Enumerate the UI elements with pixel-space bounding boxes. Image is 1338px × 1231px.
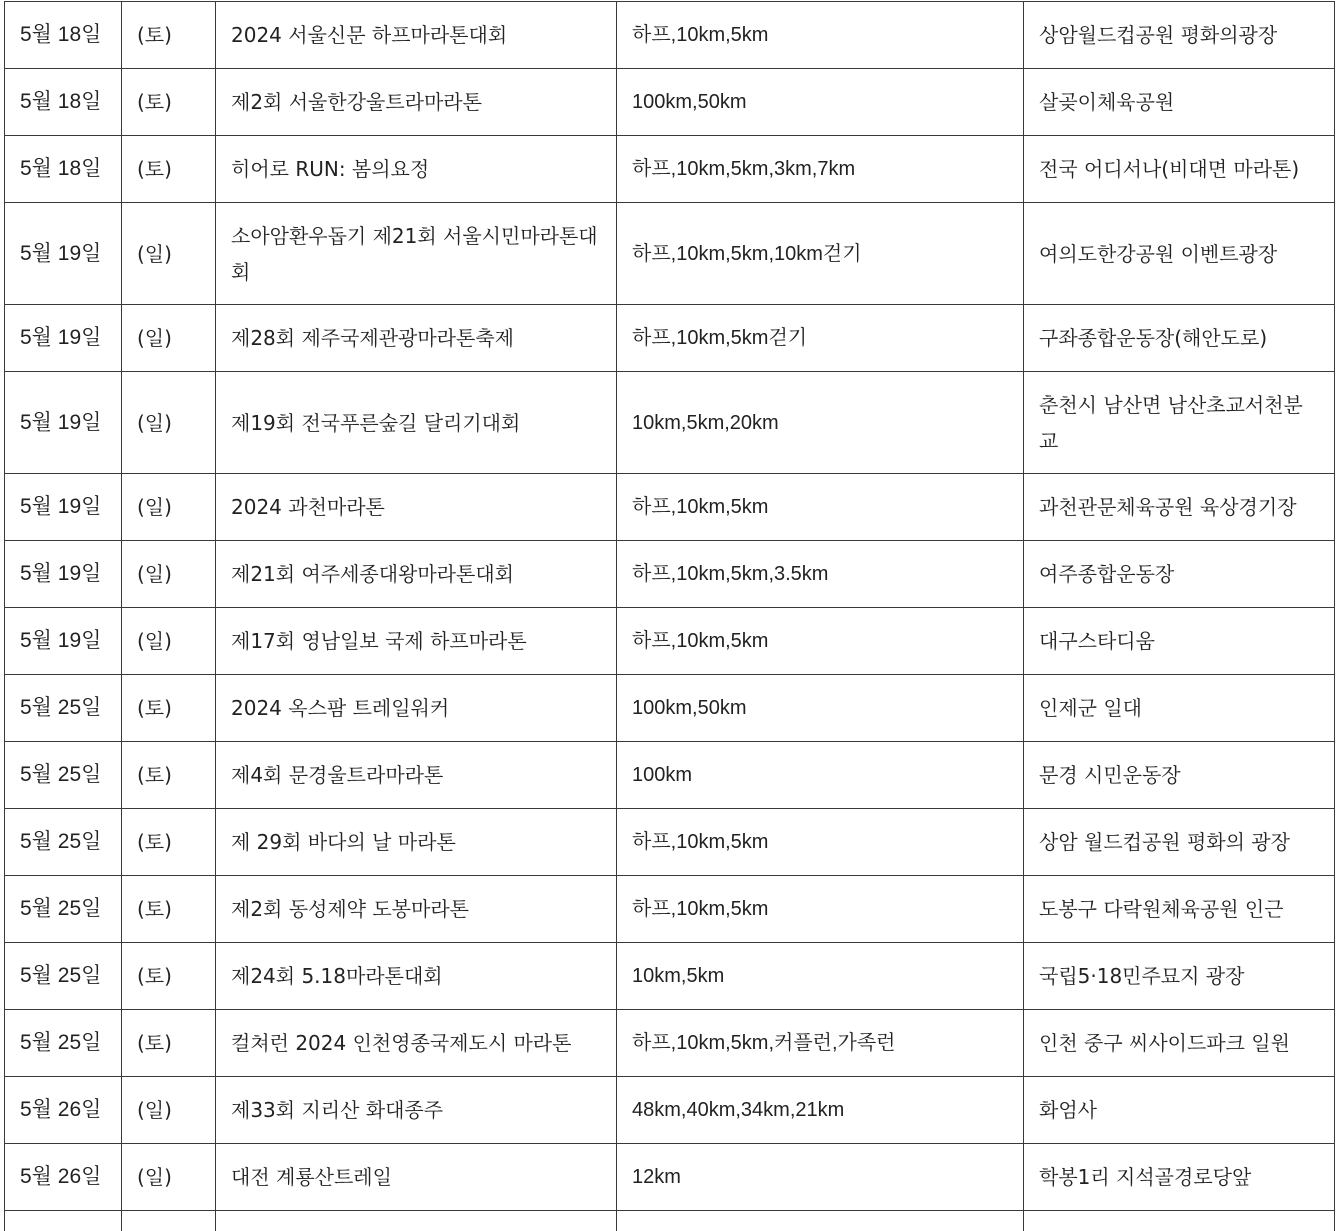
race-location: 인천 중구 씨사이드파크 일원 [1024, 1010, 1335, 1077]
race-location: 학봉1리 지석골경로당앞 [1024, 1144, 1335, 1211]
race-date: 5월 19일 [5, 203, 122, 305]
table-row [5, 742, 1335, 809]
race-name: 대전 계룡산트레일 [216, 1144, 617, 1211]
race-date: 5월 18일 [5, 2, 122, 69]
race-distances: 10km,5km,20km [617, 372, 1024, 474]
race-date: 5월 25일 [5, 675, 122, 742]
race-location: 도봉구 다락원체육공원 인근 [1024, 876, 1335, 943]
race-location: 인제군 일대 [1024, 675, 1335, 742]
table-row [5, 1077, 1335, 1144]
race-distances: 100km,50km [617, 69, 1024, 136]
race-distances: 하프,10km,5km [617, 474, 1024, 541]
table-row [5, 943, 1335, 1010]
table-row [5, 541, 1335, 608]
race-weekday: (일) [122, 1144, 216, 1211]
race-distances: 하프,10km,5km [617, 2, 1024, 69]
table-row [5, 305, 1335, 372]
race-date: 5월 26일 [5, 1077, 122, 1144]
race-name: 제2회 서울한강울트라마라톤 [216, 69, 617, 136]
race-date: 5월 19일 [5, 305, 122, 372]
race-date: 5월 18일 [5, 69, 122, 136]
race-weekday: (토) [122, 136, 216, 203]
empty-cell [5, 1211, 122, 1231]
race-name: 컬쳐런 2024 인천영종국제도시 마라톤 [216, 1010, 617, 1077]
race-location: 여주종합운동장 [1024, 541, 1335, 608]
race-distances: 10km,5km [617, 943, 1024, 1010]
table-row [5, 474, 1335, 541]
empty-cell [122, 1211, 216, 1231]
race-weekday: (일) [122, 541, 216, 608]
race-date: 5월 19일 [5, 541, 122, 608]
race-location: 여의도한강공원 이벤트광장 [1024, 203, 1335, 305]
race-weekday: (토) [122, 943, 216, 1010]
race-weekday: (일) [122, 474, 216, 541]
race-distances: 100km [617, 742, 1024, 809]
race-location: 전국 어디서나(비대면 마라톤) [1024, 136, 1335, 203]
marathon-schedule-table [4, 1, 1335, 1231]
race-name: 2024 서울신문 하프마라톤대회 [216, 2, 617, 69]
race-location: 과천관문체육공원 육상경기장 [1024, 474, 1335, 541]
race-weekday: (토) [122, 876, 216, 943]
race-location: 화엄사 [1024, 1077, 1335, 1144]
race-weekday: (토) [122, 1010, 216, 1077]
race-distances: 하프,10km,5km,3km,7km [617, 136, 1024, 203]
race-location: 대구스타디움 [1024, 608, 1335, 675]
race-name: 제21회 여주세종대왕마라톤대회 [216, 541, 617, 608]
empty-cell [1024, 1211, 1335, 1231]
table-row-partial [5, 1211, 1335, 1231]
race-weekday: (일) [122, 203, 216, 305]
table-row [5, 809, 1335, 876]
schedule-table-body [5, 2, 1335, 1231]
race-date: 5월 26일 [5, 1144, 122, 1211]
race-distances: 하프,10km,5km,10km걷기 [617, 203, 1024, 305]
table-row [5, 136, 1335, 203]
race-name: 제28회 제주국제관광마라톤축제 [216, 305, 617, 372]
race-distances: 하프,10km,5km,3.5km [617, 541, 1024, 608]
race-distances: 하프,10km,5km,커플런,가족런 [617, 1010, 1024, 1077]
race-distances: 하프,10km,5km [617, 608, 1024, 675]
race-weekday: (일) [122, 608, 216, 675]
table-row [5, 69, 1335, 136]
race-date: 5월 25일 [5, 1010, 122, 1077]
table-row [5, 372, 1335, 474]
race-weekday: (일) [122, 305, 216, 372]
table-row [5, 608, 1335, 675]
race-location: 살곶이체육공원 [1024, 69, 1335, 136]
table-row [5, 2, 1335, 69]
table-row [5, 675, 1335, 742]
race-date: 5월 19일 [5, 608, 122, 675]
race-name: 제4회 문경울트라마라톤 [216, 742, 617, 809]
empty-cell [216, 1211, 617, 1231]
race-name: 소아암환우돕기 제21회 서울시민마라톤대회 [216, 203, 617, 305]
race-distances: 하프,10km,5km걷기 [617, 305, 1024, 372]
race-weekday: (토) [122, 69, 216, 136]
race-distances: 하프,10km,5km [617, 876, 1024, 943]
race-name: 제24회 5.18마라톤대회 [216, 943, 617, 1010]
race-date: 5월 18일 [5, 136, 122, 203]
race-weekday: (토) [122, 809, 216, 876]
race-weekday: (일) [122, 1077, 216, 1144]
race-weekday: (토) [122, 742, 216, 809]
race-name: 제2회 동성제약 도봉마라톤 [216, 876, 617, 943]
race-weekday: (토) [122, 675, 216, 742]
race-date: 5월 25일 [5, 809, 122, 876]
empty-cell [617, 1211, 1024, 1231]
race-weekday: (토) [122, 2, 216, 69]
table-row [5, 1010, 1335, 1077]
race-name: 히어로 RUN: 봄의요정 [216, 136, 617, 203]
race-distances: 48km,40km,34km,21km [617, 1077, 1024, 1144]
race-distances: 12km [617, 1144, 1024, 1211]
race-date: 5월 19일 [5, 474, 122, 541]
race-name: 2024 옥스팜 트레일워커 [216, 675, 617, 742]
race-name: 제17회 영남일보 국제 하프마라톤 [216, 608, 617, 675]
race-date: 5월 25일 [5, 876, 122, 943]
race-name: 2024 과천마라톤 [216, 474, 617, 541]
table-row [5, 876, 1335, 943]
race-name: 제33회 지리산 화대종주 [216, 1077, 617, 1144]
race-name: 제 29회 바다의 날 마라톤 [216, 809, 617, 876]
race-distances: 하프,10km,5km [617, 809, 1024, 876]
table-row [5, 1144, 1335, 1211]
race-location: 국립5·18민주묘지 광장 [1024, 943, 1335, 1010]
race-location: 문경 시민운동장 [1024, 742, 1335, 809]
race-date: 5월 25일 [5, 742, 122, 809]
race-weekday: (일) [122, 372, 216, 474]
race-location: 춘천시 남산면 남산초교서천분교 [1024, 372, 1335, 474]
race-location: 상암 월드컵공원 평화의 광장 [1024, 809, 1335, 876]
race-distances: 100km,50km [617, 675, 1024, 742]
race-date: 5월 19일 [5, 372, 122, 474]
race-location: 상암월드컵공원 평화의광장 [1024, 2, 1335, 69]
race-location: 구좌종합운동장(해안도로) [1024, 305, 1335, 372]
race-name: 제19회 전국푸른숲길 달리기대회 [216, 372, 617, 474]
table-row [5, 203, 1335, 305]
race-date: 5월 25일 [5, 943, 122, 1010]
